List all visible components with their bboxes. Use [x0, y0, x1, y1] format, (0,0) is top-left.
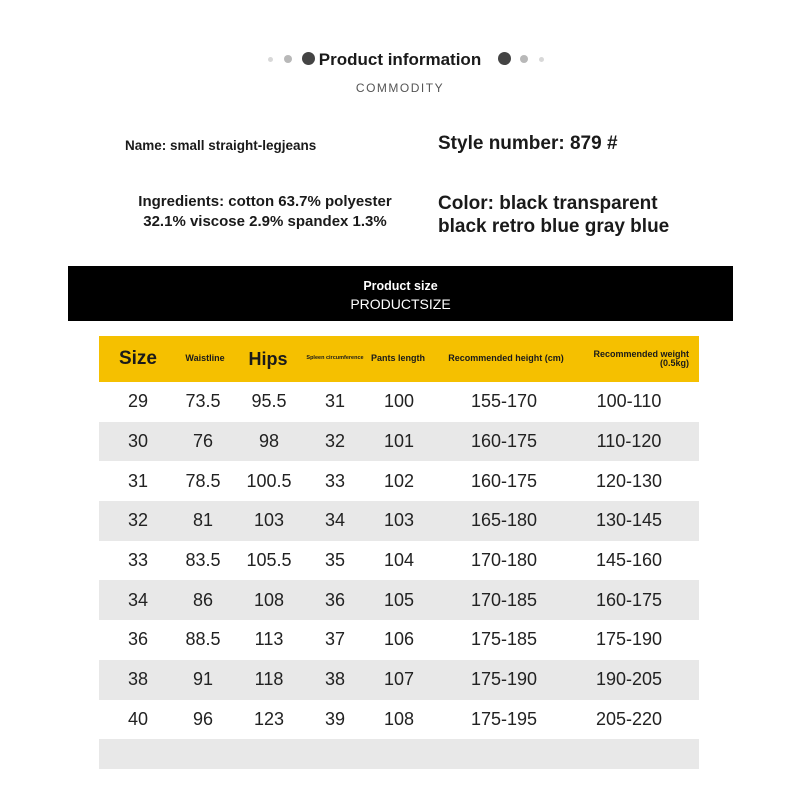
cell-size: 31: [127, 470, 149, 491]
cell-waistline: 86: [192, 589, 214, 610]
column-header-hips: Hips: [248, 348, 288, 369]
cell-size: 34: [127, 589, 149, 610]
ingredients-line-2: 32.1% viscose 2.9% spandex 1.3%: [143, 213, 387, 230]
cell-hips: 95.5: [251, 391, 287, 412]
cell-spleen: 38: [324, 669, 346, 690]
cell-pants-length: 101: [383, 431, 415, 452]
cell-waistline: 96: [192, 708, 214, 729]
cell-waistline: 78.5: [185, 470, 221, 491]
banner-subtitle: PRODUCTSIZE: [350, 296, 451, 312]
banner-title: Product size: [363, 279, 438, 293]
cell-pants-length: 107: [383, 669, 415, 690]
ingredients: [100, 192, 430, 232]
cell-weight: 120-130: [595, 470, 663, 491]
style-number: Style number: 879 #: [438, 133, 618, 154]
cell-weight: 205-220: [595, 708, 663, 729]
cell-spleen: 34: [324, 510, 346, 531]
cell-weight: 145-160: [595, 550, 663, 571]
cell-hips: 98: [258, 431, 280, 452]
cell-spleen: 32: [324, 431, 346, 452]
cell-size: 32: [127, 510, 149, 531]
cell-weight: 130-145: [595, 510, 663, 531]
ingredients-line-1: Ingredients: cotton 63.7% polyester: [138, 193, 392, 210]
cell-hips: 100.5: [246, 470, 292, 491]
cell-weight: 110-120: [596, 431, 662, 452]
table-row: [99, 620, 699, 660]
cell-hips: 118: [254, 669, 284, 690]
table-row: [99, 660, 699, 700]
cell-spleen: 33: [324, 470, 346, 491]
cell-size: 33: [127, 550, 149, 571]
color-line-1: Color: black transparent: [438, 193, 658, 214]
cell-hips: 103: [253, 510, 285, 531]
cell-pants-length: 106: [383, 629, 415, 650]
cell-weight: 100-110: [596, 391, 662, 412]
table-header: [99, 336, 699, 382]
cell-pants-length: 104: [383, 550, 415, 571]
cell-height: 165-180: [470, 510, 538, 531]
cell-waistline: 88.5: [185, 629, 221, 650]
cell-waistline: 73.5: [185, 391, 221, 412]
product-name: Name: small straight-legjeans: [125, 138, 317, 153]
cell-waistline: 83.5: [185, 550, 221, 571]
cell-height: 155-170: [470, 391, 538, 412]
column-header-spleen: Spleen circumference: [306, 355, 364, 362]
cell-waistline: 76: [192, 431, 214, 452]
product-size-banner: [68, 266, 733, 321]
cell-height: 175-185: [470, 629, 538, 650]
cell-weight: 190-205: [595, 669, 663, 690]
page-title: Product information: [318, 50, 482, 69]
cell-waistline: 81: [192, 510, 214, 531]
cell-pants-length: 105: [383, 589, 415, 610]
cell-size: 40: [127, 708, 149, 729]
cell-height: 160-175: [470, 431, 538, 452]
cell-hips: 123: [253, 708, 285, 729]
cell-spleen: 31: [324, 391, 346, 412]
column-header-waistline: Waistline: [185, 353, 225, 364]
cell-waistline: 91: [192, 669, 214, 690]
cell-size: 36: [127, 629, 149, 650]
cell-pants-length: 108: [383, 708, 415, 729]
cell-height: 175-190: [470, 669, 538, 690]
table-row: [99, 700, 699, 740]
cell-pants-length: 103: [383, 510, 415, 531]
cell-spleen: 39: [324, 708, 346, 729]
cell-height: 170-180: [470, 550, 538, 571]
cell-weight: 160-175: [595, 589, 663, 610]
cell-spleen: 37: [324, 629, 346, 650]
cell-size: 29: [127, 391, 149, 412]
column-header-size: Size: [118, 348, 158, 370]
cell-spleen: 35: [324, 550, 346, 571]
cell-height: 160-175: [470, 470, 538, 491]
cell-hips: 108: [253, 589, 285, 610]
table-row: [99, 382, 699, 422]
cell-size: 30: [127, 431, 149, 452]
column-header-weight: Recommended weight (0.5kg): [593, 348, 689, 368]
cell-size: 38: [127, 669, 149, 690]
column-header-height: Recommended height (cm): [448, 353, 564, 364]
cell-hips: 105.5: [246, 550, 292, 571]
table-row: [99, 461, 699, 501]
table-empty-row: [99, 739, 699, 769]
cell-spleen: 36: [324, 589, 346, 610]
table-body: [99, 382, 699, 739]
cell-height: 175-195: [470, 708, 538, 729]
cell-height: 170-185: [470, 589, 538, 610]
cell-hips: 113: [254, 629, 284, 650]
cell-pants-length: 102: [383, 470, 415, 491]
size-table: [99, 336, 699, 769]
table-row: [99, 580, 699, 620]
colors-available: [438, 192, 669, 238]
column-header-pants-length: Pants length: [371, 353, 426, 364]
cell-pants-length: 100: [383, 391, 415, 412]
cell-weight: 175-190: [595, 629, 663, 650]
table-row: [99, 541, 699, 581]
table-row: [99, 422, 699, 462]
table-row: [99, 501, 699, 541]
color-line-2: black retro blue gray blue: [438, 216, 670, 237]
page-subtitle: COMMODITY: [355, 81, 445, 95]
